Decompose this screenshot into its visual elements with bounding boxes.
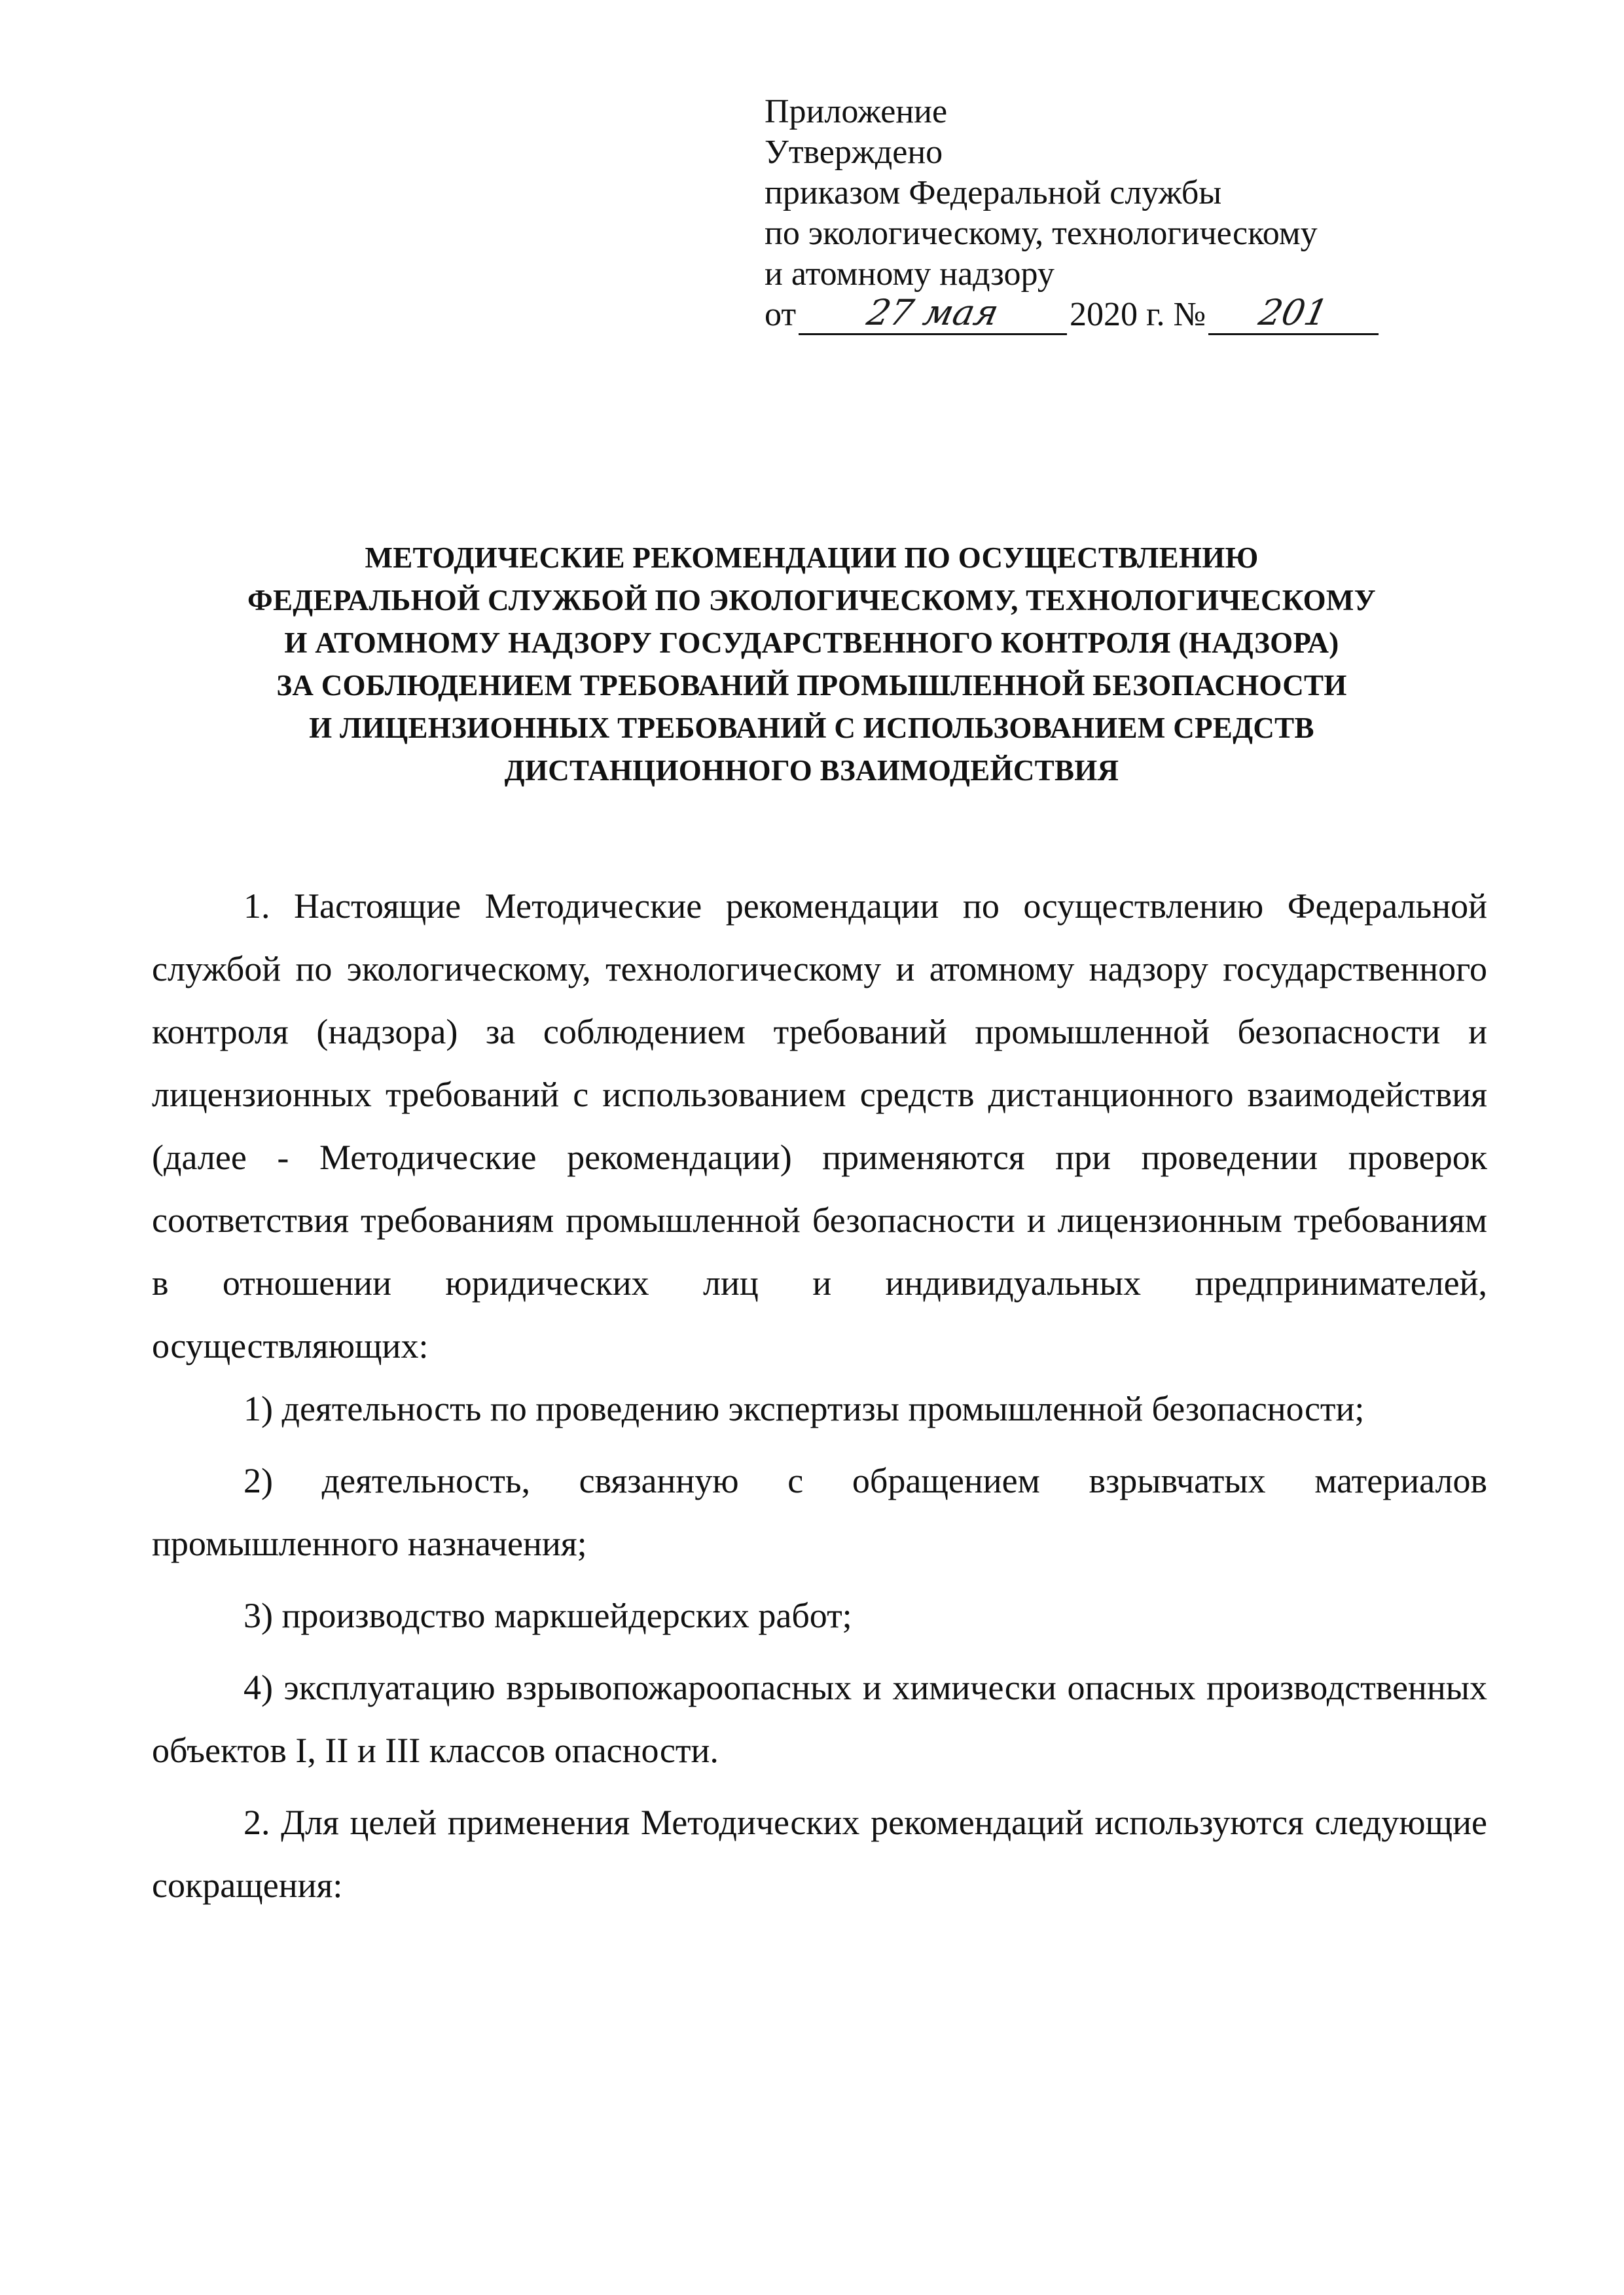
document-title <box>151 537 1473 792</box>
date-field <box>799 292 1067 335</box>
list-item-3: 3) производство маркшейдерских работ; <box>244 1596 852 1635</box>
handwritten-number: 201 <box>1255 292 1332 333</box>
approval-block <box>765 92 1485 335</box>
handwritten-date: 27 мая <box>863 292 1003 333</box>
date-prefix: от <box>765 296 797 333</box>
approval-date-number-row <box>765 292 1485 335</box>
year-and-number-label: 2020 г. № <box>1070 296 1206 333</box>
title-line: И АТОМНОМУ НАДЗОРУ ГОСУДАРСТВЕННОГО КОНТРОЛЯ (НАДЗОРА) <box>284 626 1339 659</box>
approval-order-line: приказом Федеральной службы <box>765 174 1222 211</box>
title-line: ФЕДЕРАЛЬНОЙ СЛУЖБОЙ ПО ЭКОЛОГИЧЕСКОМУ, ТЕХНОЛОГИЧЕСКОМУ <box>247 584 1376 617</box>
title-line: И ЛИЦЕНЗИОННЫХ ТРЕБОВАНИЙ С ИСПОЛЬЗОВАНИЕМ СРЕДСТВ <box>309 712 1314 744</box>
paragraph-1: 1. Настоящие Методические рекомендации по осуществлению Федеральной службой по экологическому, технологическому и атомному надзору государственного контроля (надзора) за соблюдением требований промышленной безопасности и лицензионных требований с использованием средств дистанционного взаимодействия (далее - Методические рекомендации) применяются при проведении проверок соответствия требованиям промышленной безопасности и лицензионным требованиям в отношении юридических лиц и индивидуальных предпринимателей, осуществляющих: <box>152 886 1487 1365</box>
list-item-2: 2) деятельность, связанную с обращением взрывчатых материалов промышленного назначения; <box>152 1461 1487 1563</box>
title-line: МЕТОДИЧЕСКИЕ РЕКОМЕНДАЦИИ ПО ОСУЩЕСТВЛЕНИЮ <box>365 541 1259 574</box>
approval-appendix: Приложение <box>765 93 948 130</box>
approval-agency-line: по экологическому, технологическому <box>765 215 1318 252</box>
number-field <box>1208 292 1379 335</box>
paragraph-2: 2. Для целей применения Методических рекомендаций используются следующие сокращения: <box>152 1803 1487 1905</box>
title-line: ЗА СОБЛЮДЕНИЕМ ТРЕБОВАНИЙ ПРОМЫШЛЕННОЙ БЕЗОПАСНОСТИ <box>276 669 1347 702</box>
list-item-4: 4) эксплуатацию взрывопожароопасных и химически опасных производственных объектов I, II и III классов опасности. <box>152 1668 1487 1770</box>
title-line: ДИСТАНЦИОННОГО ВЗАИМОДЕЙСТВИЯ <box>504 754 1119 787</box>
approval-approved: Утверждено <box>765 134 943 171</box>
document-body <box>152 875 1487 1917</box>
approval-agency-line-2: и атомному надзору <box>765 255 1055 293</box>
list-item-1: 1) деятельность по проведению экспертизы промышленной безопасности; <box>244 1389 1365 1428</box>
